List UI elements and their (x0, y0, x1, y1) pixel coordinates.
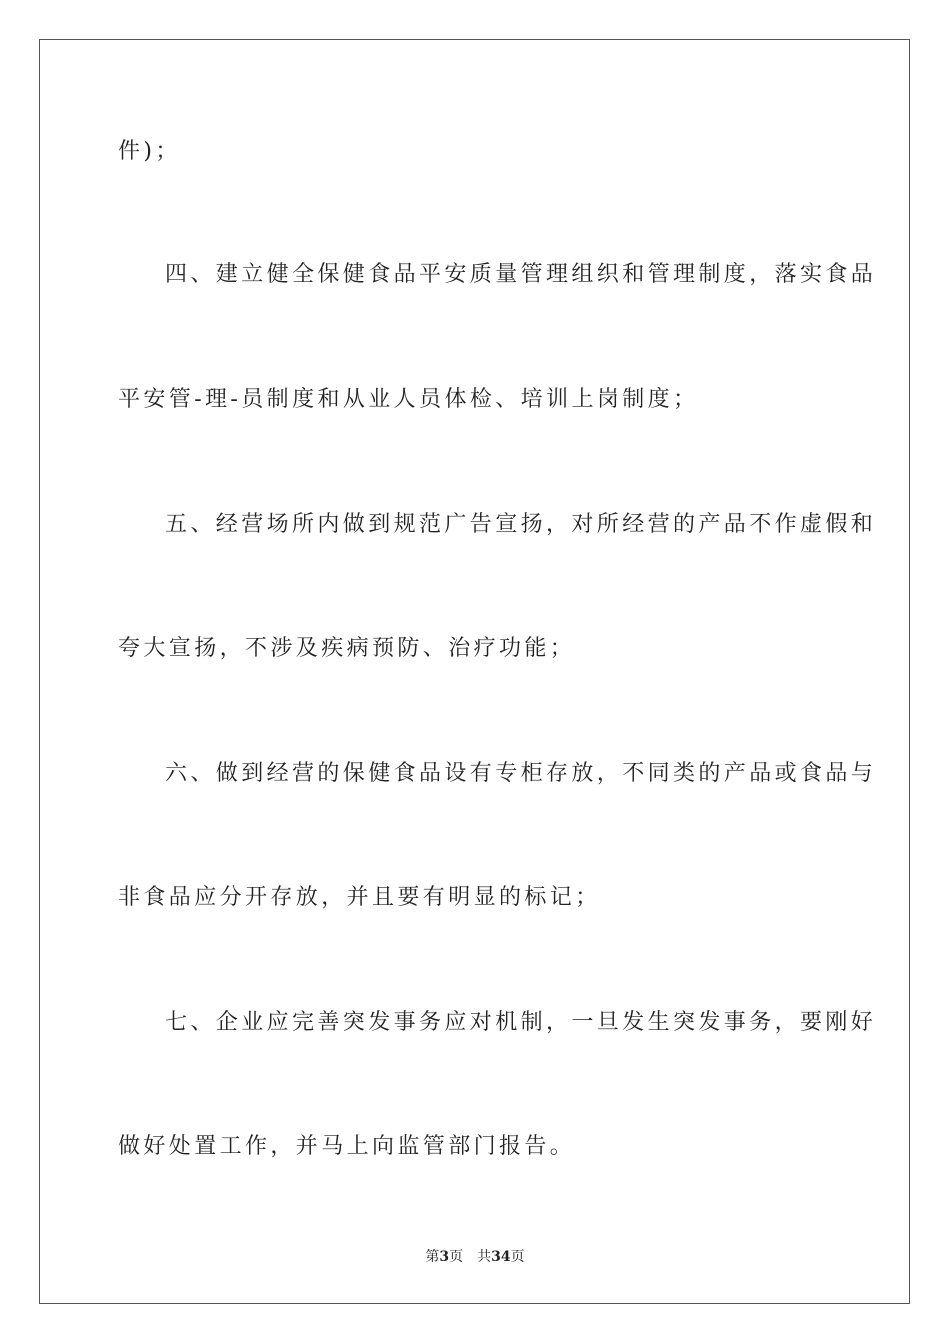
total-pages-number: 34 (491, 1249, 511, 1265)
paragraph-4-line-1: 四、建立健全保健食品平安质量管理组织和管理制度，落实食品 (165, 262, 877, 287)
total-prefix: 共 (477, 1249, 492, 1265)
paragraph-6-line-2: 非食品应分开存放，并且要有明显的标记； (118, 885, 601, 910)
paragraph-5-line-2: 夸大宣扬，不涉及疾病预防、治疗功能； (118, 636, 576, 661)
page-prefix: 第 (425, 1249, 440, 1265)
paragraph-4-line-2: 平安管-理-员制度和从业人员体检、培训上岗制度； (118, 387, 699, 412)
page-footer (0, 1248, 950, 1266)
paragraph-7-line-1: 七、企业应完善突发事务应对机制，一旦发生突发事务，要刚好 (165, 1010, 877, 1035)
text-line-1: 件)； (118, 139, 181, 164)
current-page-number: 3 (439, 1249, 450, 1265)
paragraph-7-line-2: 做好处置工作，并马上向监管部门报告。 (118, 1134, 576, 1159)
page-border (39, 39, 910, 1304)
paragraph-6-line-1: 六、做到经营的保健食品设有专柜存放，不同类的产品或食品与 (165, 761, 877, 786)
paragraph-5-line-1: 五、经营场所内做到规范广告宣扬，对所经营的产品不作虚假和 (165, 512, 877, 537)
page-suffix: 页 (449, 1249, 464, 1265)
total-suffix: 页 (510, 1249, 525, 1265)
